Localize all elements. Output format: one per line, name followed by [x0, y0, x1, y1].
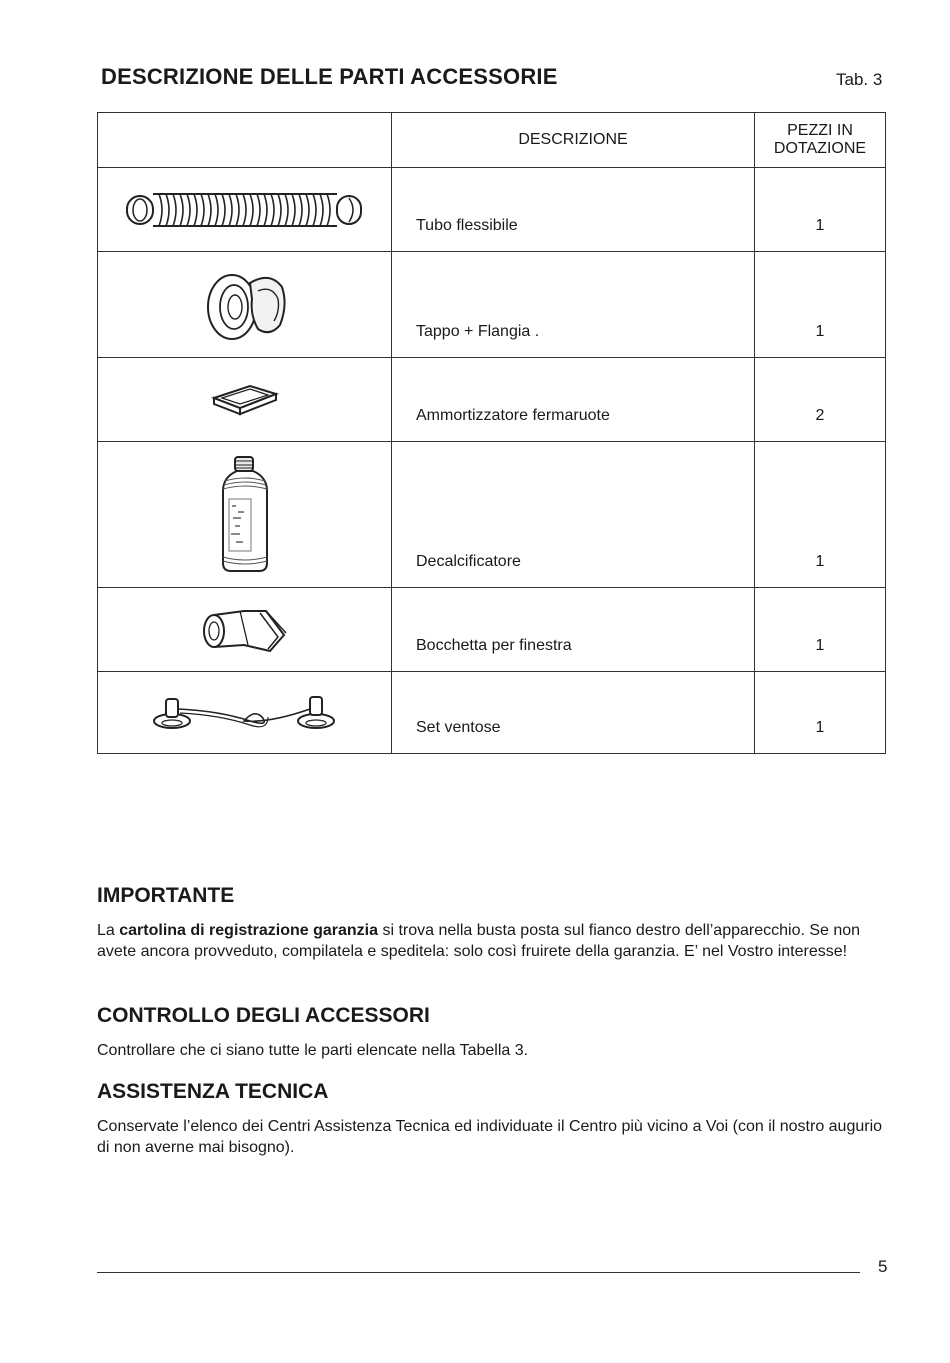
row-description: Ammortizzatore fermaruote	[392, 358, 755, 442]
controllo-body: Controllare che ci siano tutte le parti elencate nella Tabella 3.	[97, 1042, 529, 1059]
importante-body	[97, 920, 889, 962]
row-description: Tubo flessibile	[392, 168, 755, 252]
wheel-stop-damper-icon	[210, 380, 280, 420]
suction-cup-set-icon	[150, 691, 340, 735]
accessories-table	[97, 112, 886, 754]
row-quantity: 1	[755, 252, 886, 358]
cap-flange-icon	[200, 265, 290, 345]
controllo-heading: CONTROLLO DEGLI ACCESSORI	[97, 1004, 430, 1027]
header-quantity-line1: PEZZI IN	[787, 122, 853, 139]
header-quantity	[755, 113, 886, 168]
header-description: DESCRIZIONE	[392, 113, 755, 168]
page-number: 5	[878, 1257, 888, 1276]
row-image-cell	[98, 168, 392, 252]
assistenza-body: Conservate l’elenco dei Centri Assistenza Tecnica ed individuate il Centro più vicino a Voi (con il nostro augurio di non averne mai bisogno).	[97, 1118, 883, 1156]
row-quantity: 1	[755, 588, 886, 672]
row-quantity: 1	[755, 672, 886, 754]
row-image-cell	[98, 358, 392, 442]
row-quantity: 1	[755, 168, 886, 252]
descaler-bottle-icon	[215, 455, 275, 575]
assistenza-heading: ASSISTENZA TECNICA	[97, 1080, 329, 1103]
row-image-cell	[98, 588, 392, 672]
footer-divider	[97, 1272, 860, 1273]
table-row	[98, 672, 886, 754]
importante-heading: IMPORTANTE	[97, 884, 235, 907]
row-description: Bocchetta per finestra	[392, 588, 755, 672]
importante-body-prefix: La	[97, 922, 120, 939]
header-quantity-line2: DOTAZIONE	[773, 140, 867, 157]
table-row	[98, 168, 886, 252]
row-description: Decalcificatore	[392, 442, 755, 588]
page-title: DESCRIZIONE DELLE PARTI ACCESSORIE	[101, 64, 558, 89]
table-row	[98, 588, 886, 672]
row-quantity: 1	[755, 442, 886, 588]
importante-body-suffix: si trova nella busta posta sul fianco destro dell’apparecchio. Se non avete ancora provveduto, compilatela e speditela: solo così fruirete della garanzia. E’ nel Vostro interesse!	[97, 922, 861, 960]
table-row	[98, 358, 886, 442]
row-description: Set ventose	[392, 672, 755, 754]
row-image-cell	[98, 252, 392, 358]
row-image-cell	[98, 672, 392, 754]
table-label: Tab. 3	[836, 70, 883, 89]
table-header-row	[98, 113, 886, 168]
flexible-hose-icon	[125, 190, 365, 230]
row-image-cell	[98, 442, 392, 588]
table-row	[98, 252, 886, 358]
warranty-card-text: cartolina di registrazione garanzia	[119, 922, 378, 939]
window-nozzle-icon	[200, 605, 290, 655]
header-image-cell	[98, 113, 392, 168]
row-quantity: 2	[755, 358, 886, 442]
table-row	[98, 442, 886, 588]
row-description: Tappo + Flangia .	[392, 252, 755, 358]
